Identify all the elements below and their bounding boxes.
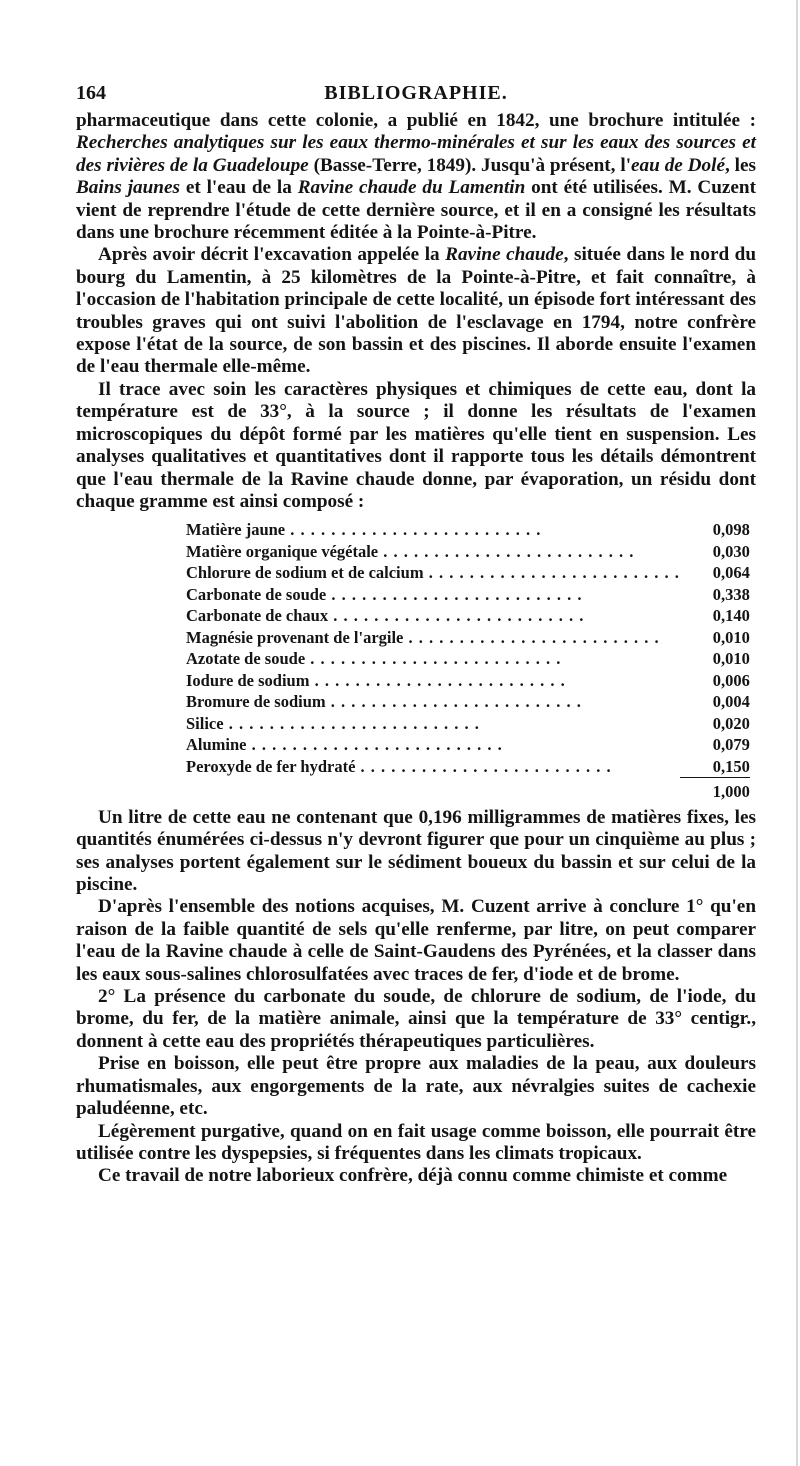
component-value: 0,079: [712, 735, 750, 755]
component-value: 0,064: [712, 563, 750, 583]
component-value: 0,004: [712, 692, 750, 712]
composition-row: [186, 605, 750, 627]
running-header: [76, 80, 756, 110]
book-page: [76, 80, 756, 1188]
component-name: Alumine . . .: [186, 734, 680, 756]
component-name: Matière organique végétale . . .: [186, 541, 680, 563]
body-text: [76, 110, 756, 1188]
component-value: 0,338: [712, 584, 750, 604]
composition-row: [186, 756, 750, 778]
composition-row: [186, 670, 750, 692]
composition-row: [186, 584, 750, 606]
paragraph-6: 2° La présence du carbonate du soude, de chlorure de sodium, de l'iode, du brome, du fer, de la matière animale, ainsi que la température de 33° centigr., donnent à cette eau des propriétés thérapeutiques particulières.: [76, 986, 756, 1052]
component-name: Azotate de soude . . .: [186, 648, 680, 670]
paragraph-9: Ce travail de notre laborieux confrère, déjà connu comme chimiste et comme: [98, 1165, 728, 1187]
composition-row: [186, 562, 750, 584]
component-name: Silice . . .: [186, 713, 680, 735]
page-number: 164: [76, 82, 106, 104]
component-name: Carbonate de chaux . . .: [186, 605, 680, 627]
composition-row: [186, 691, 750, 713]
component-value: 0,010: [712, 627, 750, 647]
component-value: 0,140: [712, 606, 750, 626]
composition-row: [186, 627, 750, 649]
page-edge-shadow: [796, 0, 798, 1466]
paragraph-7: Prise en boisson, elle peut être propre aux maladies de la peau, aux douleurs rhumatismales, aux engorgements de la rate, aux névralgies suites de cachexie paludéenne, etc.: [76, 1053, 756, 1120]
component-value: 0,020: [712, 713, 750, 733]
component-name: Chlorure de sodium et de calcium . . .: [186, 562, 680, 584]
composition-row: [186, 519, 750, 541]
component-name: Matière jaune . . .: [186, 519, 680, 541]
paragraph-3: Il trace avec soin les caractères physiques et chimiques de cette eau, dont la température est de 33°, à la source ; il donne les résultats de l'examen microscopiques du dépôt formé par les matières qu'elle tient en suspension. Les analyses qualitatives et quantitatives dont il rapporte tous les détails démontrent que l'eau thermale de la Ravine chaude donne, par évaporation, un résidu dont chaque gramme est ainsi composé :: [76, 378, 756, 512]
composition-row: [186, 541, 750, 563]
component-value: 0,098: [712, 520, 750, 540]
component-name: Carbonate de soude . . .: [186, 584, 680, 606]
composition-row: [186, 713, 750, 735]
component-name: Magnésie provenant de l'argile . . .: [186, 627, 680, 649]
component-name: Bromure de sodium . . .: [186, 691, 680, 713]
composition-row: [186, 734, 750, 756]
composition-row: [186, 648, 750, 670]
running-title: BIBLIOGRAPHIE.: [324, 82, 508, 104]
paragraph-8: Légèrement purgative, quand on en fait usage comme boisson, elle pourrait être utilisée contre les dyspepsies, si fréquentes dans les climats tropicaux.: [76, 1120, 756, 1164]
paragraph-5: D'après l'ensemble des notions acquises, M. Cuzent arrive à conclure 1° qu'en raison de la faible quantité de sels qu'elle renferme, par litre, on peut comparer l'eau de la Ravine chaude à celle de Saint-Gaudens des Pyrénées, et la classer dans les eaux sous-salines chlorosulfatées avec traces de fer, d'iode et de brome.: [76, 896, 756, 985]
composition-total-row: [186, 778, 750, 803]
composition-table: [186, 519, 750, 803]
component-name: Iodure de sodium . . .: [186, 670, 680, 692]
paragraph-4: Un litre de cette eau ne contenant que 0,196 milligrammes de matières fixes, les quantités énumérées ci-dessus n'y devront figurer que pour un cinquième au plus ; ses analyses portent également sur le sédiment boueux du bassin et sur celui de la piscine.: [76, 806, 756, 896]
component-value: 0,010: [712, 649, 750, 669]
composition-total: 1,000: [680, 778, 750, 803]
book-title: Recherches analytiques sur les eaux thermo-minérales et sur les eaux des sources et des rivières de la Guadeloupe: [76, 132, 756, 176]
component-value: 0,006: [712, 670, 750, 690]
component-value: 0,030: [712, 541, 750, 561]
component-value: 0,150: [712, 756, 750, 776]
component-name: Peroxyde de fer hydraté . . .: [186, 756, 680, 778]
paragraph-1: pharmaceutique dans cette colonie, a publié en 1842, une brochure intitulée : Recherches analytiques sur les eaux thermo-minérales et sur les eaux des sources et des rivières de la Guadeloupe (Basse-Terre, 1849). Jusqu'à présent, l'eau de Dolé, les Bains jaunes et l'eau de la Ravine chaude du Lamentin ont été utilisées. M. Cuzent vient de reprendre l'étude de cette dernière source, et il en a consigné les résultats dans une brochure récemment éditée à la Pointe-à-Pitre.: [76, 110, 756, 244]
paragraph-2: Après avoir décrit l'excavation appelée la Ravine chaude, située dans le nord du bourg du Lamentin, à 25 kilomètres de la Pointe-à-Pitre, et fait connaître, à l'occasion de l'habitation principale de cette localité, un épisode fort intéressant des troubles graves qui ont suivi l'abolition de l'esclavage en 1794, notre confrère expose l'état de la source, de son bassin et des piscines. Il aborde ensuite l'examen de l'eau thermale elle-même.: [76, 244, 756, 378]
